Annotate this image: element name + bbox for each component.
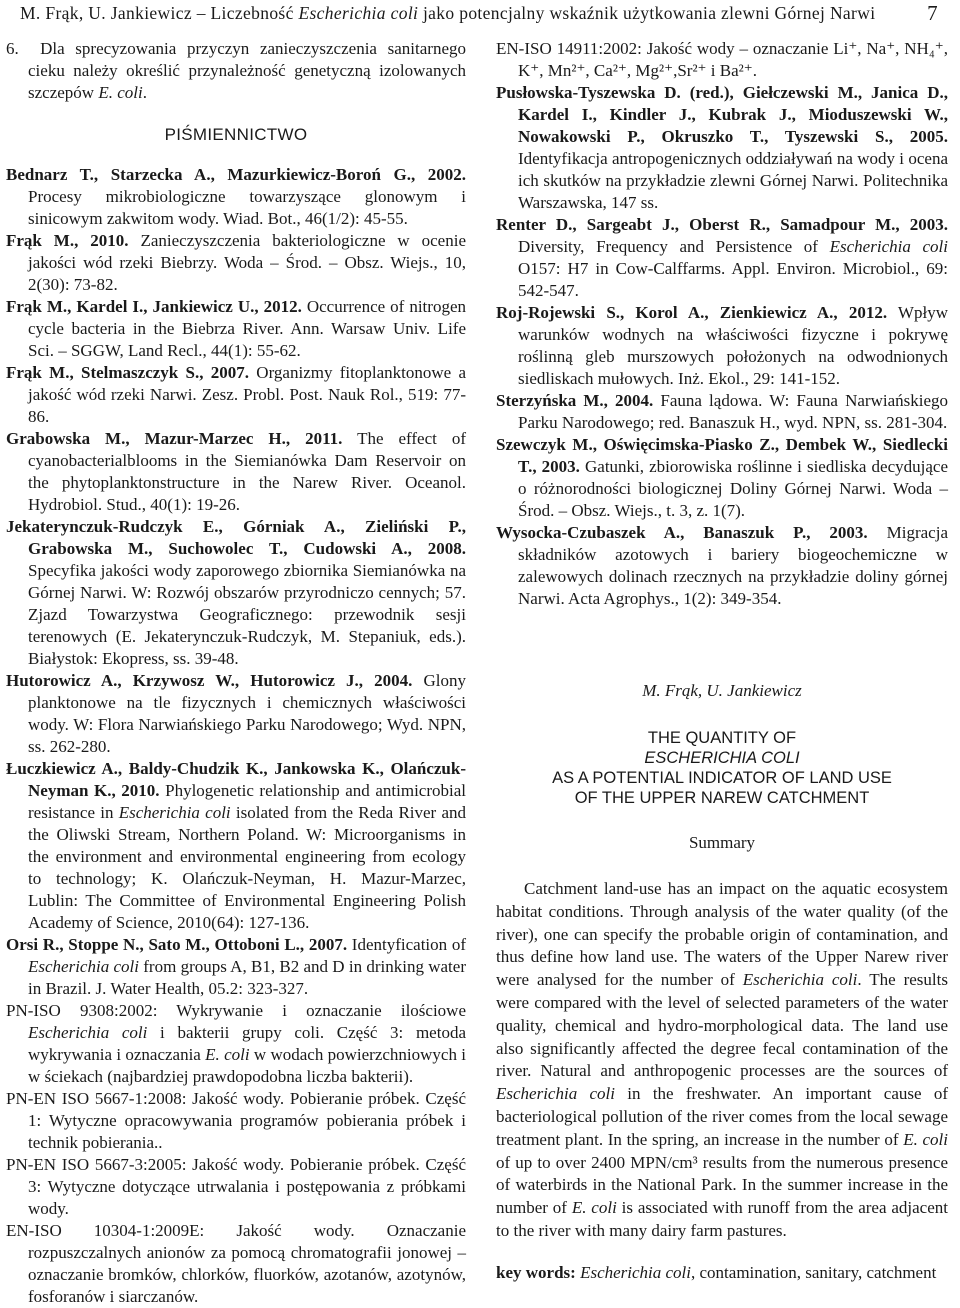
page-number: 7 (927, 1, 938, 25)
reference-entry: Grabowska M., Mazur-Marzec H., 2011. The effect of cyanobacterialblooms in the Siemianówka Dam Reservoir on the phytoplanktonstructure in the Narew River. Oceanol. Hydrobiol. Stud., 40(1): 19-26. (6, 429, 466, 514)
english-title (496, 728, 948, 808)
reference-entry: Wysocka-Czubaszek A., Banaszuk P., 2003. Migracja składników azotowych i bariery biogeochemiczne w zalewowych dolinach rzecznych na przykładzie doliny górnej Narwi. Acta Agrophys., 1(2): 349-354. (496, 523, 948, 608)
right-column (496, 38, 948, 1284)
reference-list-left (6, 164, 466, 1308)
reference-entry: Jekaterynczuk-Rudczyk E., Górniak A., Zieliński P., Grabowska M., Suchowolec T., Cudowski A., 2008. Specyfika jakości wody zaporowego zbiornika Siemianówka na Górnej Narwi. W: Rozwój obszarów przyrodniczo cennych; 57. Zjazd Towarzystwa Geograficznego: przewodnik sesji terenowych (E. Jekaterynczuk-Rudczyk, M. Stepaniuk, eds.). Białystok: Ekopress, ss. 39-48. (6, 517, 466, 668)
english-title-line3: OF THE UPPER NAREW CATCHMENT (574, 789, 870, 807)
reference-entry: Orsi R., Stoppe N., Sato M., Ottoboni L., 2007. Identyfication of Escherichia coli from groups A, B1, B2 and D in drinking water in Brazil. J. Water Health, 05.2: 323-327. (6, 935, 466, 998)
reference-entry: Frąk M., Stelmaszczyk S., 2007. Organizmy fitoplanktonowe a jakość wód rzeki Narwi. Zesz. Probl. Post. Nauk Rol., 519: 77-86. (6, 363, 466, 426)
english-title-line2: AS A POTENTIAL INDICATOR OF LAND USE (552, 769, 892, 787)
reference-entry: Frąk M., 2010. Zanieczyszczenia bakteriologiczne w ocenie jakości wód rzeki Biebrzy. Woda – Środ. – Obsz. Wiejs., 10, 2(30): 73-82. (6, 231, 466, 294)
reference-entry: Hutorowicz A., Krzywosz W., Hutorowicz J., 2004. Glony planktonowe na tle fizycznych i chemicznych właściwości wody. W: Flora Narwiańskiego Parku Narodowego; Wyd. NPN, ss. 262-280. (6, 671, 467, 756)
running-head-text: M. Frąk, U. Jankiewicz – Liczebność Escherichia coli jako potencjalny wskaźnik użytkowania zlewni Górnej Narwi (20, 3, 876, 23)
reference-entry: Frąk M., Kardel I., Jankiewicz U., 2012. Occurrence of nitrogen cycle bacteria in the Biebrza River. Ann. Warsaw Univ. Life Sci. – SGGW, Land Recl., 44(1): 55-62. (6, 297, 466, 360)
summary-heading: Summary (688, 833, 756, 852)
reference-entry: PN-ISO 9308:2002: Wykrywanie i oznaczanie ilościowe Escherichia coli i bakterii grupy coli. Część 3: metoda wykrywania i oznaczania E. coli w wodach powierzchniowych i w ściekach (najbardziej prawdopodobna liczba bakterii). (6, 1001, 466, 1086)
left-column (6, 38, 466, 1308)
english-authors: M. Frąk, U. Jankiewicz (642, 681, 802, 700)
reference-entry: Bednarz T., Starzecka A., Mazurkiewicz-Boroń G., 2002. Procesy mikrobiologiczne towarzyszące glonowym i sinicowym zakwitom wody. Wiad. Bot., 46(1/2): 45-55. (6, 165, 466, 228)
reference-entry: PN-EN ISO 5667-1:2008: Jakość wody. Pobieranie próbek. Część 1: Wytyczne opracowywania programów pobierania próbek i technik pobierania.. (6, 1089, 466, 1152)
summary-text: Catchment land-use has an impact on the aquatic ecosystem habitat conditions. Through analysis of the water quality (of the river), one can specify the probable origin of contamination, and thus define how land use. The waters of the Upper Narew river were analysed for the number of Escherichia coli. The results were compared with the level of selected parameters of the water quality, chemical and hydro-morphological data. The land use also significantly affected the degree fecal contamination of the river. Natural and anthropogenic processes are the sources of Escherichia coli in the freshwater. An important cause of bacteriological pollution of the river comes from the local sewage treatment plant. In the spring, an increase in the number of E. coli of up to over 2400 MPN/cm³ results from the numerous presence of waterbirds in the National Park. In the summer increase in the number of E. coli is associated with runoff from the area adjacent to the river with many dairy farm pastures. (496, 879, 948, 1240)
reference-entry: EN-ISO 14911:2002: Jakość wody – oznaczanie Li⁺, Na⁺, NH₄⁺, K⁺, Mn²⁺, Ca²⁺, Mg²⁺,Sr²⁺ i Ba²⁺. (496, 39, 948, 80)
running-head (20, 2, 938, 26)
reference-entry: Pusłowska-Tyszewska D. (red.), Giełczewski M., Janica D., Kardel I., Kindler J., Kubrak J., Mioduszewski W., Nowakowski P., Okruszko T., Tyszewski S., 2005. Identyfikacja antropogenicznych oddziaływań na wody i ocena ich skutków na przykładzie zlewni Górnej Narwi. Politechnika Warszawska, 147 ss. (496, 83, 948, 212)
references-heading: PIŚMIENNICTWO (164, 125, 308, 144)
conclusion-item-6: 6. Dla sprecyzowania przyczyn zanieczyszczenia sanitarnego cieku należy określić przynależność genetyczną izolowanych szczepów E. coli. (6, 39, 466, 102)
reference-list-right (496, 38, 948, 610)
reference-entry: Renter D., Sargeabt J., Oberst R., Samadpour M., 2003. Diversity, Frequency and Persistence of Escherichia coli O157: H7 in Cow-Calffarms. Appl. Environ. Microbiol., 69: 542-547. (496, 215, 948, 300)
reference-entry: EN-ISO 10304-1:2009E: Jakość wody. Oznaczanie rozpuszczalnych anionów za pomocą chromatografii jonowej – oznaczanie bromków, chlorków, fluorków, azotanów, azotynów, fosforanów i siarczanów. (6, 1221, 466, 1306)
reference-entry: Łuczkiewicz A., Baldy-Chudzik K., Jankowska K., Olańczuk-Neyman K., 2010. Phylogenetic relationship and antimicrobial resistance in Escherichia coli isolated from the Reda River and the Oliwski Stream, Northern Poland. W: Microorganisms in the environment and environmental engineering from ecology to technology; K. Olańczuk-Neyman, H. Mazur-Marzec, Lublin: The Committee of Environmental Engineering Polish Academy of Science, 2010(64): 127-136. (6, 759, 466, 932)
reference-entry: PN-EN ISO 5667-3:2005: Jakość wody. Pobieranie próbek. Część 3: Wytyczne dotyczące utrwalania i postępowania z próbkami wody. (6, 1155, 466, 1218)
keywords: key words: Escherichia coli, contamination, sanitary, catchment (496, 1262, 937, 1282)
english-title-line1: THE QUANTITY OF ESCHERICHIA COLI (644, 729, 800, 767)
reference-entry: Szewczyk M., Oświęcimska-Piasko Z., Dembek W., Siedlecki T., 2003. Gatunki, zbiorowiska roślinne i siedliska decydujące o różnorodności biologicznej Doliny Górnej Narwi. Woda – Środ. – Obsz. Wiejs., t. 3, z. 1(7). (496, 435, 949, 520)
reference-entry: Sterzyńska M., 2004. Fauna lądowa. W: Fauna Narwiańskiego Parku Narodowego; red. Banaszuk H., wyd. NPN, ss. 281-304. (496, 391, 948, 432)
reference-entry: Roj-Rojewski S., Korol A., Zienkiewicz A., 2012. Wpływ warunków wodnych na właściwości fizyczne i pokrywę roślinną gleb murszowych położonych na odwodnionych siedliskach mułowych. Inż. Ekol., 29: 141-152. (496, 303, 948, 388)
